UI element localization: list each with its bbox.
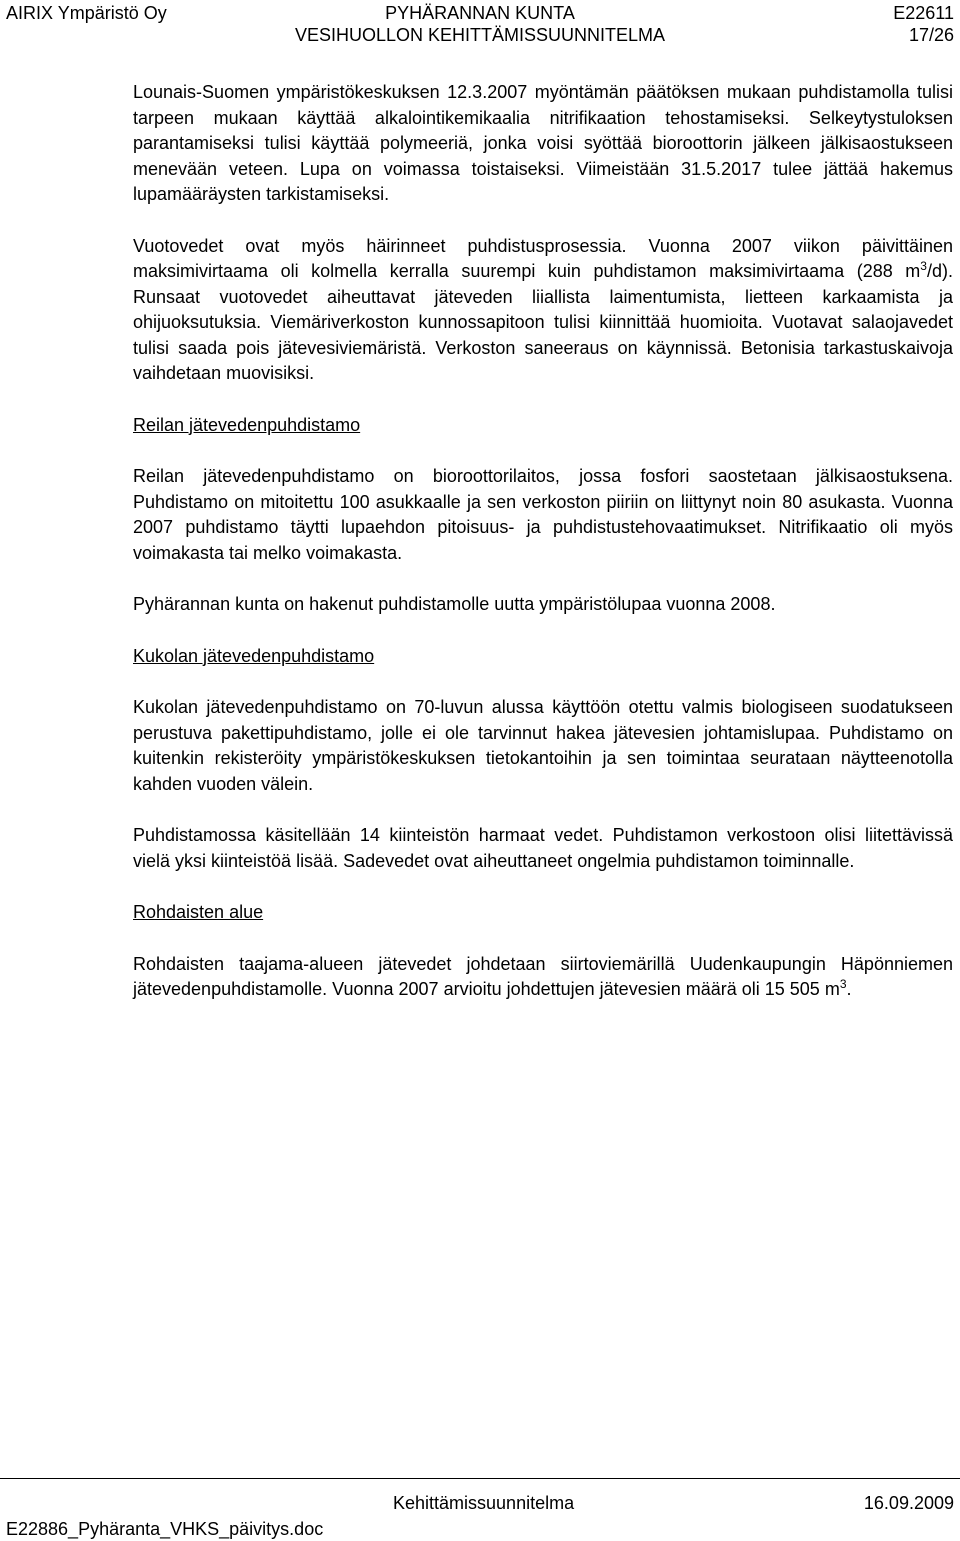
heading-rohdainen: Rohdaisten alue — [133, 902, 264, 922]
footer-date: 16.09.2009 — [863, 1493, 954, 1513]
footer-filename: E22886_Pyhäranta_VHKS_päivitys.doc — [6, 1519, 324, 1539]
paragraph-rohdainen — [133, 952, 953, 1003]
superscript-3: 3 — [920, 259, 927, 273]
document-title: VESIHUOLLON KEHITTÄMISSUUNNITELMA — [294, 25, 666, 45]
footer-rule — [0, 1478, 960, 1479]
paragraph-new-permit: Pyhärannan kunta on hakenut puhdistamolle uutta ympäristölupaa vuonna 2008. — [133, 594, 776, 614]
footer-doc-type: Kehittämissuunnitelma — [393, 1493, 575, 1513]
heading-kukola: Kukolan jätevedenpuhdistamo — [133, 645, 375, 666]
paragraph-rohdainen-part2: . — [846, 979, 852, 999]
paragraph-leakage-part1: Vuotovedet ovat myös häirinneet puhdistusprosessia. Vuonna 2007 viikon päivittäinen maksimivirtaama oli kolmella kerralla suurempi kuin puhdistamon maksimivirtaama (288 m — [133, 235, 953, 281]
paragraph-permit: Lounais-Suomen ympäristökeskuksen 12.3.2007 myöntämän päätöksen mukaan puhdistamolla tulisi tarpeen mukaan käyttää alkalointikemikaalia nitrifikaation tehostamiseksi. Selkeytystuloksen parantamiseksi tulisi käyttää polymeeriä, jonka voisi syöttää bioroottorin jälkeen jälkisaostukseen menevään veteen. Lupa on voimassa toistaiseksi. Viimeistään 31.5.2017 tulee jättää hakemus lupamääräysten tarkistamiseksi. — [133, 82, 953, 204]
paragraph-reila: Reilan jätevedenpuhdistamo on bioroottorilaitos, jossa fosfori saostetaan jälkisaostuksena. Puhdistamo on mitoitettu 100 asukkaalle ja sen verkoston piiriin on liittynyt noin 80 asukasta. Vuonna 2007 puhdistamo täytti lupaehdon pitoisuus- ja puhdistustehovaatimukset. Nitrifikaatio oli myös voimakasta tai melko voimakasta. — [133, 466, 953, 563]
project-code: E22611 — [893, 3, 954, 23]
header-right — [893, 2, 954, 46]
company-name: AIRIX Ympäristö Oy — [6, 3, 167, 23]
paragraph-kukola-properties: Puhdistamossa käsitellään 14 kiinteistön harmaat vedet. Puhdistamon verkostoon olisi liitettävissä vielä yksi kiinteistöä lisää. Sadevedet ovat aiheuttaneet ongelmia puhdistamon toiminnalle. — [133, 825, 953, 871]
paragraph-leakage — [133, 234, 953, 387]
document-body — [133, 80, 953, 1029]
client-name: PYHÄRANNAN KUNTA — [385, 3, 575, 23]
paragraph-rohdainen-part1: Rohdaisten taajama-alueen jätevedet johdetaan siirtoviemärillä Uudenkaupungin Häpönniemen jätevedenpuhdistamolle. Vuonna 2007 arvioitu johdettujen jätevesien määrä oli 15 505 m — [133, 953, 953, 999]
paragraph-leakage-part2: /d). Runsaat vuotovedet aiheuttavat jäteveden liiallista laimentumista, lietteen karkaamista ja ohijuoksutuksia. Viemäriverkoston kunnossapitoon tulisi kiinnittää huomioita. Vuotavat salaojavedet tulisi saada pois jätevesiviemäristä. Verkoston saneeraus on käynnissä. Betonisia tarkastuskaivoja vaihdetaan muovisiksi. — [133, 261, 953, 383]
paragraph-kukola: Kukolan jätevedenpuhdistamo on 70-luvun alussa käyttöön otettu valmis biologiseen suodatukseen perustuva pakettipuhdistamo, jolle ei ole tarvinnut hakea jätevesien johtamislupaa. Puhdistamo on kuitenkin rekisteröity ympäristökeskuksen tietokantoihin ja sen toimintaa seurataan näytteenotolla kahden vuoden välein. — [133, 697, 953, 794]
superscript-3b: 3 — [839, 977, 847, 991]
page-number: 17/26 — [908, 25, 954, 45]
heading-reila: Reilan jätevedenpuhdistamo — [133, 414, 361, 435]
header-center — [0, 2, 960, 46]
